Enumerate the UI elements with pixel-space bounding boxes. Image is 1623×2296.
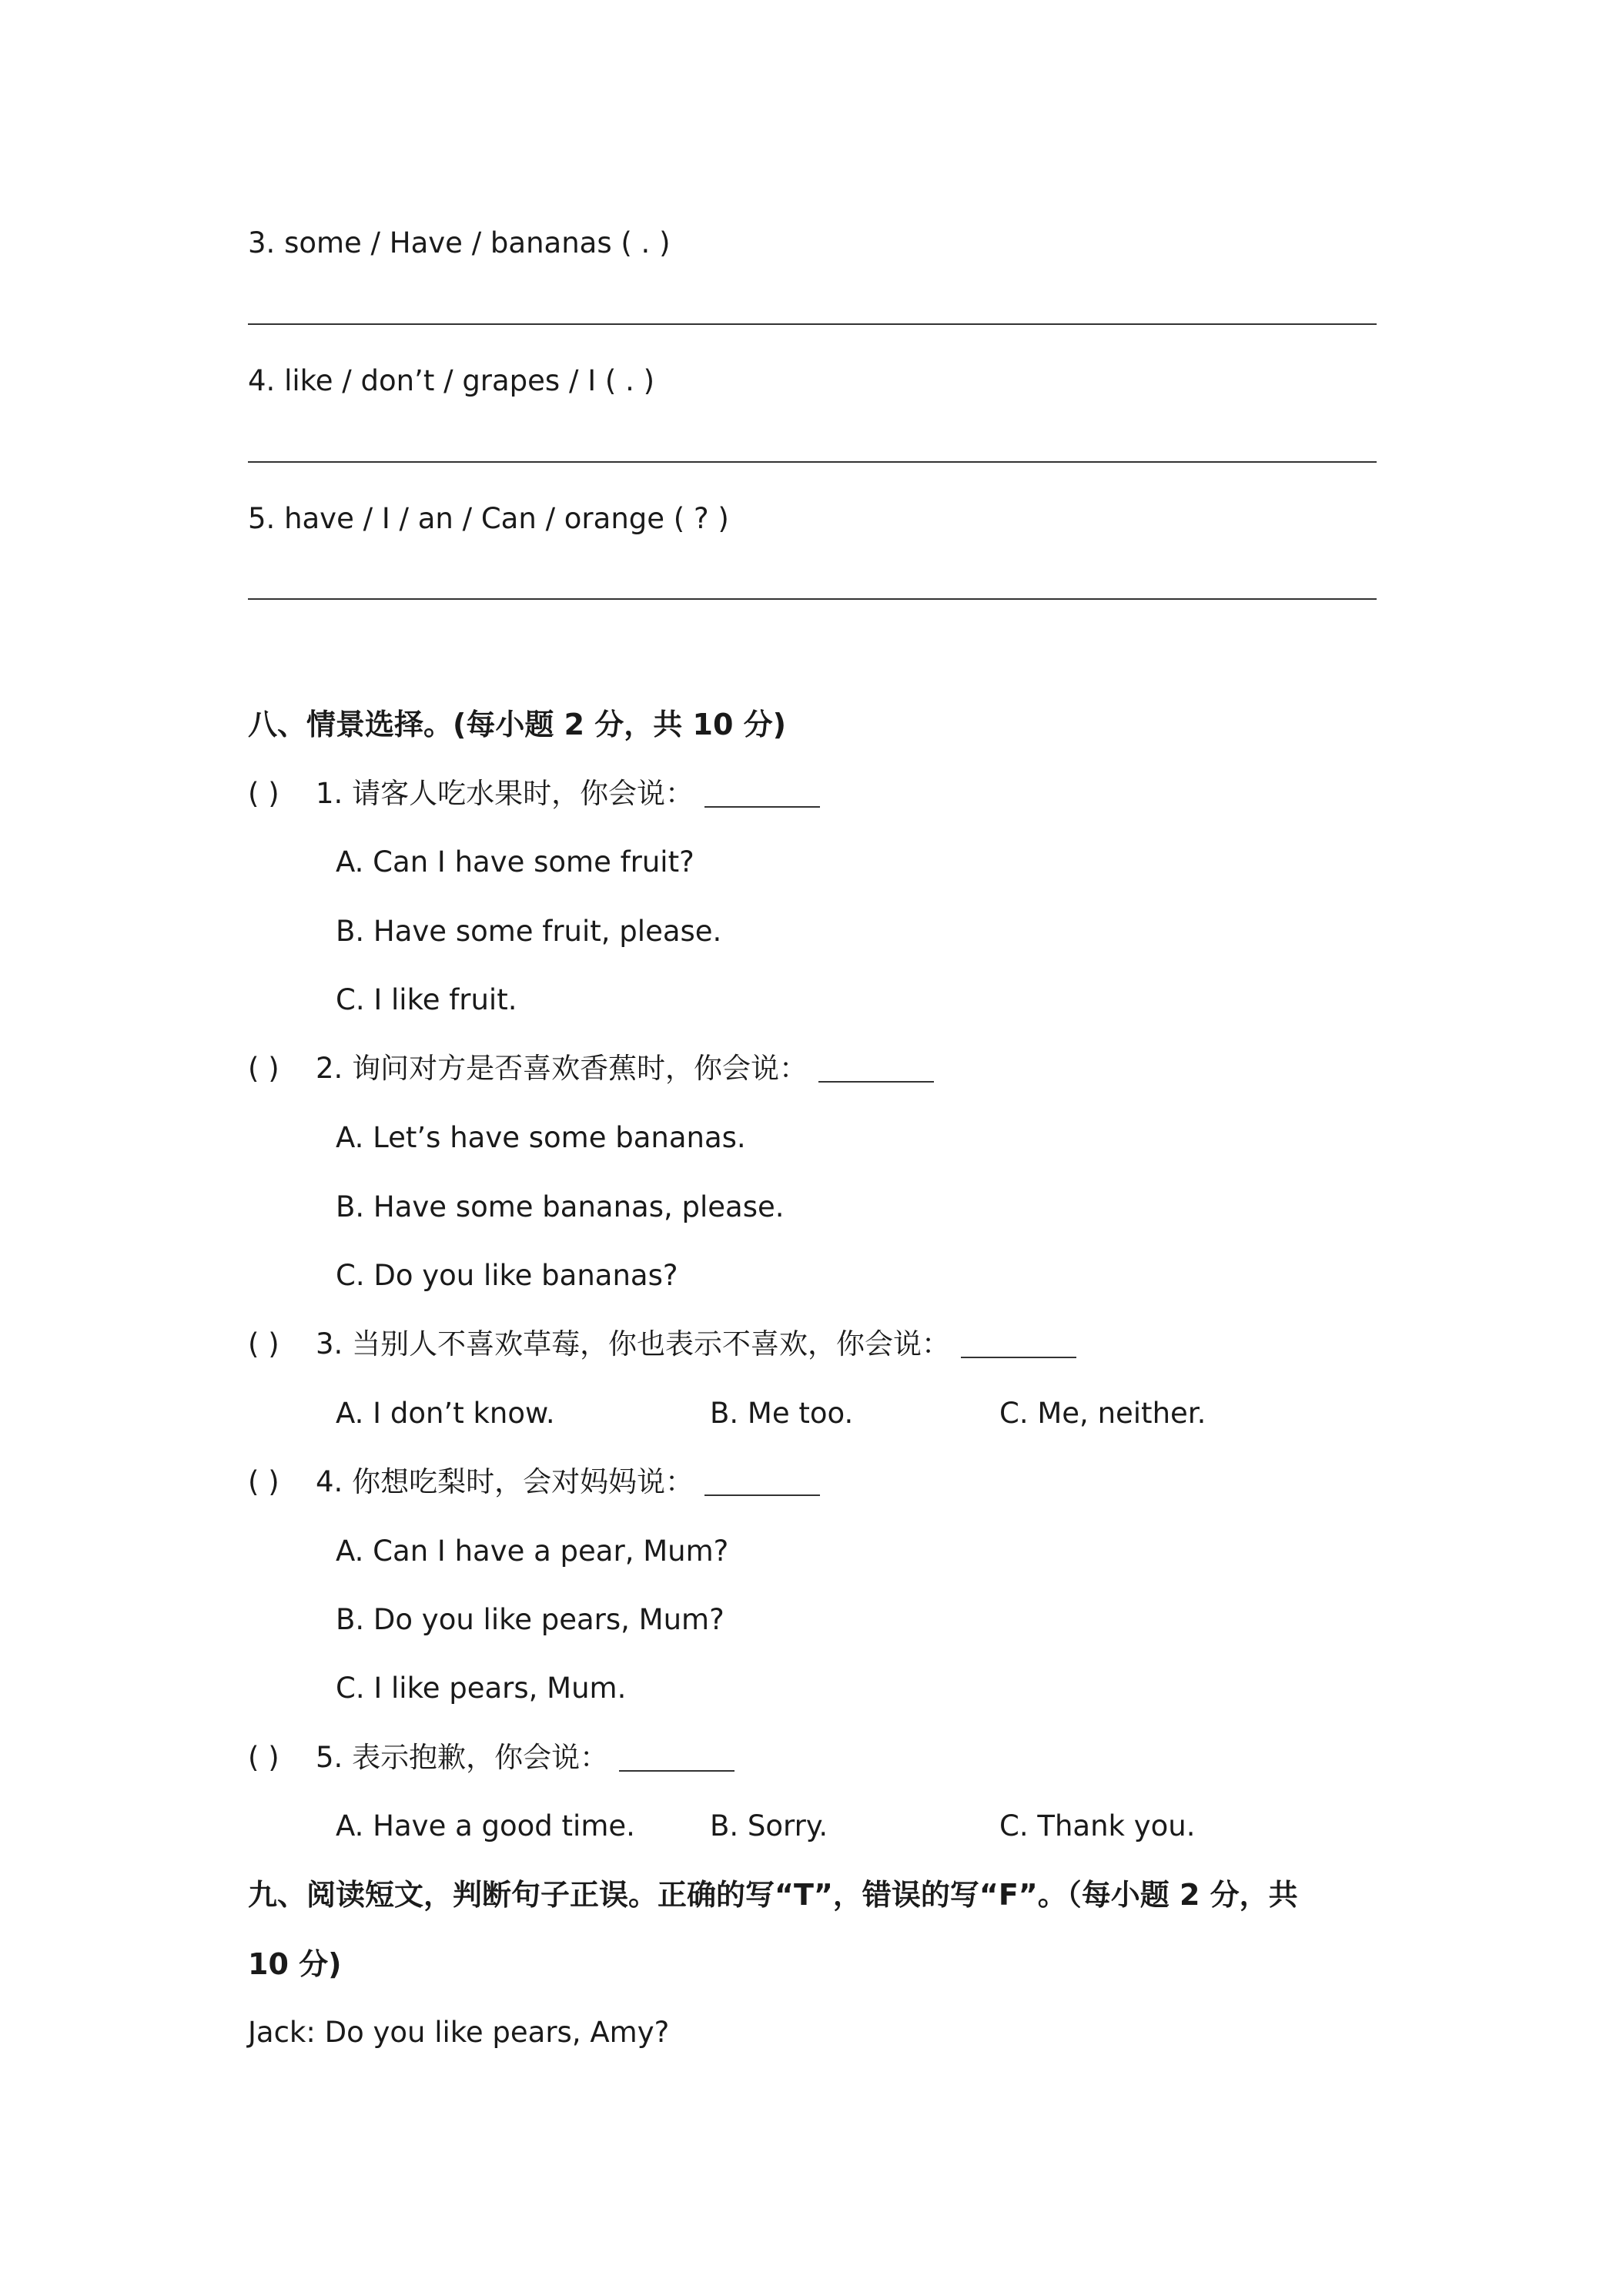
q4-option-c: C. I like pears, Mum.	[336, 1672, 627, 1705]
q2-option-b: B. Have some bananas, please.	[336, 1190, 785, 1223]
q1-option-a: A. Can I have some fruit?	[336, 845, 694, 879]
q3-option-a: A. I don’t know.	[336, 1397, 555, 1430]
reorder-item-3: 3. some / Have / bananas ( . )	[248, 226, 671, 259]
question-3	[316, 1327, 1076, 1362]
q5-option-c: C. Thank you.	[999, 1809, 1196, 1842]
answer-paren-q3[interactable]: ( )	[248, 1327, 279, 1361]
q5-option-a: A. Have a good time.	[336, 1809, 635, 1842]
section-9-heading-line-2: 10 分)	[248, 1947, 342, 1981]
question-5-stem: 5. 表示抱歉，你会说：	[316, 1741, 609, 1774]
question-1-blank[interactable]	[704, 806, 820, 808]
answer-paren-q1[interactable]: ( )	[248, 777, 279, 810]
question-2-blank[interactable]	[818, 1081, 934, 1083]
section-8-heading: 八、情景选择。(每小题 2 分，共 10 分)	[248, 708, 786, 741]
q5-option-b: B. Sorry.	[710, 1809, 828, 1842]
question-2-stem: 2. 询问对方是否喜欢香蕉时，你会说：	[316, 1052, 808, 1085]
question-1-stem: 1. 请客人吃水果时，你会说：	[316, 777, 694, 810]
reorder-item-4: 4. like / don’t / grapes / I ( . )	[248, 364, 655, 397]
question-1	[316, 776, 820, 812]
q4-option-a: A. Can I have a pear, Mum?	[336, 1535, 729, 1568]
dialogue-line-1: Jack: Do you like pears, Amy?	[248, 2016, 670, 2049]
answer-paren-q5[interactable]: ( )	[248, 1741, 279, 1774]
q3-option-c: C. Me, neither.	[999, 1397, 1206, 1430]
answer-line-5[interactable]	[248, 598, 1377, 600]
answer-paren-q4[interactable]: ( )	[248, 1465, 279, 1498]
question-4	[316, 1464, 820, 1500]
question-5-blank[interactable]	[619, 1770, 735, 1772]
section-9-heading-line-1: 九、阅读短文，判断句子正误。正确的写“T”，错误的写“F”。（每小题 2 分，共	[248, 1878, 1298, 1912]
reorder-item-5: 5. have / I / an / Can / orange ( ? )	[248, 502, 729, 535]
question-4-stem: 4. 你想吃梨时，会对妈妈说：	[316, 1465, 694, 1498]
question-4-blank[interactable]	[704, 1494, 820, 1496]
question-2	[316, 1051, 934, 1086]
q3-option-b: B. Me too.	[710, 1397, 854, 1430]
question-3-blank[interactable]	[961, 1357, 1076, 1358]
answer-line-4[interactable]	[248, 461, 1377, 463]
q1-option-c: C. I like fruit.	[336, 983, 517, 1016]
q2-option-a: A. Let’s have some bananas.	[336, 1121, 746, 1154]
answer-line-3[interactable]	[248, 323, 1377, 325]
q1-option-b: B. Have some fruit, please.	[336, 915, 722, 948]
q2-option-c: C. Do you like bananas?	[336, 1259, 678, 1292]
q4-option-b: B. Do you like pears, Mum?	[336, 1603, 724, 1636]
answer-paren-q2[interactable]: ( )	[248, 1052, 279, 1085]
question-5	[316, 1740, 735, 1776]
question-3-stem: 3. 当别人不喜欢草莓，你也表示不喜欢，你会说：	[316, 1327, 951, 1361]
